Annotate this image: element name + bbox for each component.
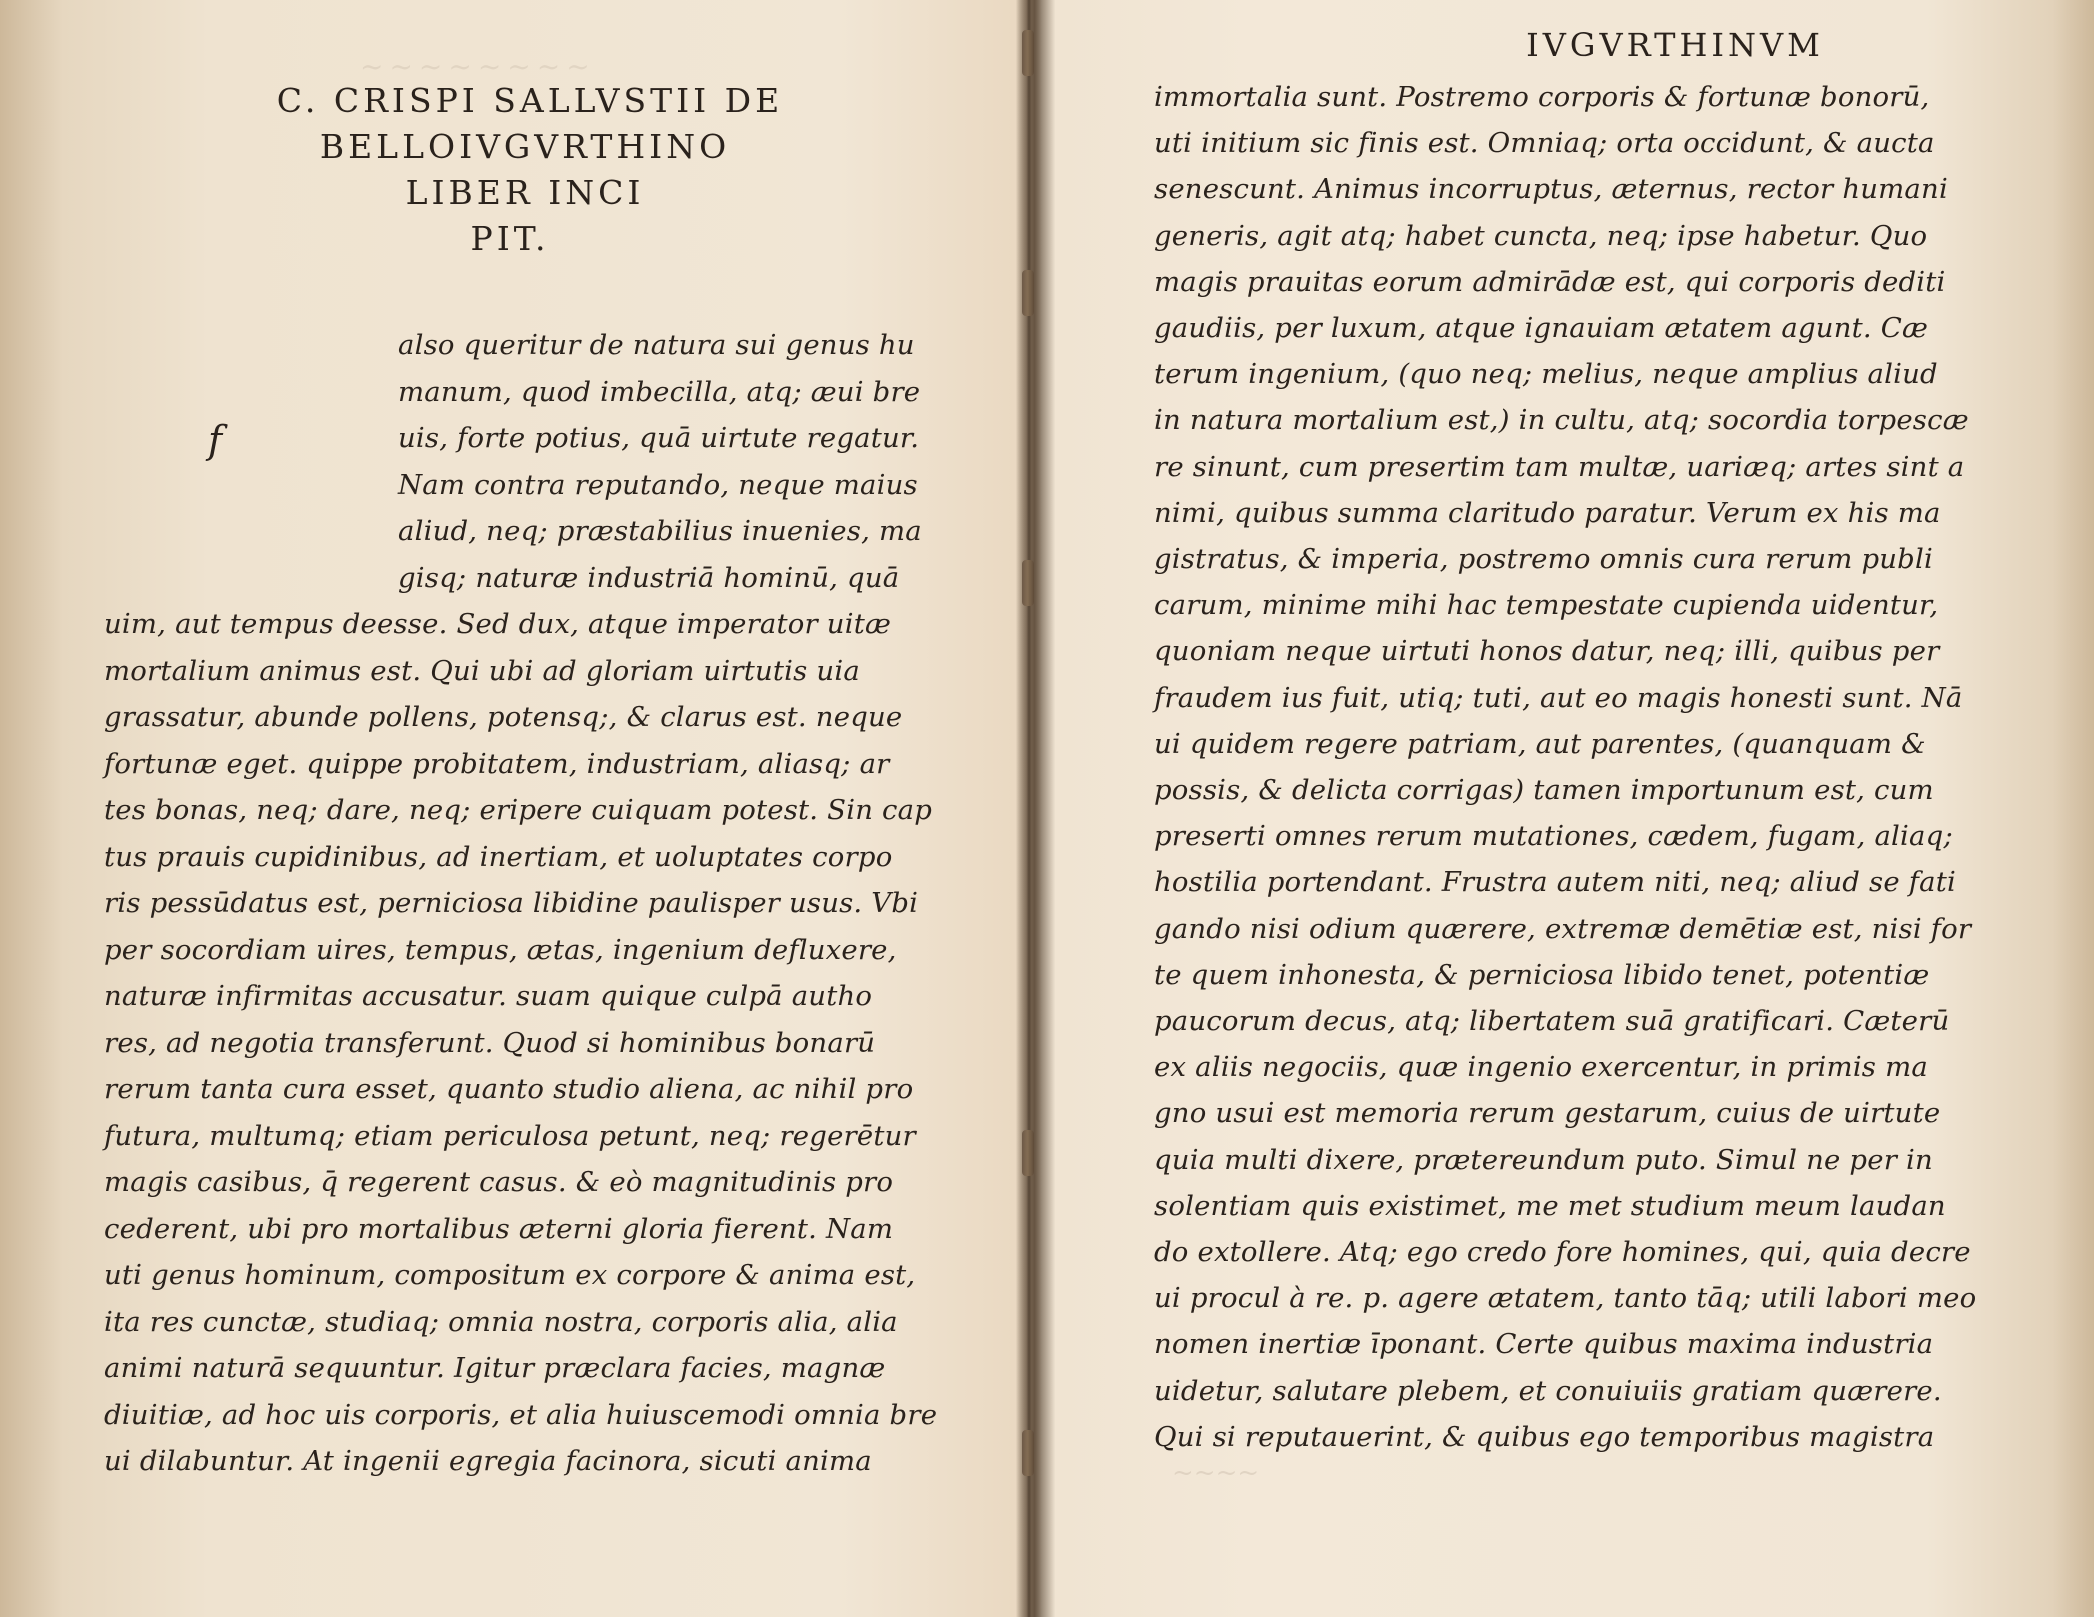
text-line: gisq; naturæ industriā hominū, quā [398, 561, 900, 594]
running-head-text: IVGVRTHINVM [1526, 26, 1824, 64]
text-line: per socordiam uires, tempus, ætas, ingenium defluxere, [104, 933, 897, 966]
text-line: carum, minime mihi hac tempestate cupienda uidentur, [1154, 589, 1939, 622]
title-line: C. CRISPI SALLVSTII DE [276, 81, 784, 120]
text-line: uti genus hominum, compositum ex corpore & anima est, [104, 1259, 916, 1291]
text-line: immortalia sunt. Postremo corporis & fortunæ bonorū, [1154, 81, 1930, 113]
text-line: uti initium sic finis est. Omniaq; orta occidunt, & aucta [1154, 127, 1935, 160]
binding-thread [1022, 30, 1034, 76]
text-line: solentiam quis existimet, me met studium meum laudan [1154, 1189, 1946, 1222]
text-line: cederent, ubi pro mortalibus æterni gloria fierent. Nam [104, 1212, 894, 1245]
binding-thread [1022, 1430, 1034, 1476]
text-line: nimi, quibus summa claritudo paratur. Verum ex his ma [1154, 496, 1941, 529]
title-line: LIBER INCI [405, 173, 645, 212]
text-line: senescunt. Animus incorruptus, æternus, rector humani [1154, 173, 1948, 206]
text-line: ui quidem regere patriam, aut parentes, (quanquam & [1154, 727, 1926, 760]
text-line: ex aliis negociis, quæ ingenio exercentur, in primis ma [1154, 1051, 1928, 1084]
text-line: magis prauitas eorum admirādæ est, qui corporis dediti [1154, 265, 1946, 298]
text-line: ris pessūdatus est, perniciosa libidine paulisper usus. Vbi [104, 887, 919, 919]
binding-thread [1022, 270, 1034, 316]
text-line: grassatur, abunde pollens, potensq;, & clarus est. neque [104, 701, 903, 733]
left-page [90, 0, 938, 1617]
text-line: gistratus, & imperia, postremo omnis cura rerum publi [1154, 543, 1933, 576]
text-line: manum, quod imbecilla, atq; æui bre [398, 375, 921, 408]
text-line: nomen inertiæ īponant. Certe quibus maxima industria [1154, 1328, 1934, 1361]
text-line: Nam contra reputando, neque maius [398, 468, 918, 501]
text-line: re sinunt, cum presertim tam multæ, uariæq; artes sint a [1154, 450, 1965, 483]
text-line: res, ad negotia transferunt. Quod si hominibus bonarū [104, 1026, 876, 1059]
text-line: futura, multumq; etiam periculosa petunt, neq; regerētur [104, 1119, 916, 1152]
running-head [1140, 26, 1990, 64]
text-line: also queritur de natura sui genus hu [398, 329, 915, 361]
text-line: ita res cunctæ, studiaq; omnia nostra, corporis alia, alia [104, 1305, 898, 1338]
text-line: Qui si reputauerint, & quibus ego temporibus magistra [1154, 1420, 1935, 1453]
show-through-ink: ~~~~ [1172, 1458, 1260, 1488]
text-line: animi naturā sequuntur. Igitur præclara facies, magnæ [104, 1352, 886, 1384]
book-gutter [1016, 0, 1042, 1617]
text-line: gando nisi odium quærere, extremæ demētiæ est, nisi for [1154, 912, 1972, 945]
title-line: BELLOIVGVRTHINO [319, 127, 731, 166]
text-line: tes bonas, neq; dare, neq; eripere cuiquam potest. Sin cap [104, 794, 933, 826]
title-line: PIT. [470, 219, 550, 258]
text-line: uis, forte potius, quā uirtute regatur. [398, 422, 920, 454]
text-line: gno usui est memoria rerum gestarum, cuius de uirtute [1154, 1097, 1941, 1130]
text-line: terum ingenium, (quo neq; melius, neque amplius aliud [1154, 358, 1938, 391]
incipit-title [90, 78, 930, 262]
text-line: ui procul à re. p. agere ætatem, tanto tāq; utili labori meo [1154, 1282, 1977, 1315]
text-line: naturæ infirmitas accusatur. suam quique culpā autho [104, 980, 873, 1012]
text-line: ui dilabuntur. At ingenii egregia facinora, sicuti anima [104, 1445, 872, 1477]
text-line: mortalium animus est. Qui ubi ad gloriam uirtutis uia [104, 654, 860, 687]
text-line: uidetur, salutare plebem, et conuiuiis gratiam quærere. [1154, 1374, 1942, 1407]
text-line: do extollere. Atq; ego credo fore homines, qui, quia decre [1154, 1236, 1971, 1269]
text-line: in natura mortalium est,) in cultu, atq; socordia torpescæ [1154, 404, 1969, 437]
text-line: fortunæ eget. quippe probitatem, industriam, aliasq; ar [104, 747, 890, 780]
text-line: hostilia portendant. Frustra autem niti, neq; aliud se fati [1154, 866, 1956, 899]
text-line: rerum tanta cura esset, quanto studio aliena, ac nihil pro [104, 1073, 914, 1105]
text-line: fraudem ius fuit, utiq; tuti, aut eo magis honesti sunt. Nā [1154, 681, 1963, 714]
binding-thread [1022, 560, 1034, 606]
show-through-ink: ~~~~~~~~ [360, 50, 596, 83]
indented-text-block [398, 322, 928, 601]
guide-letter: f [208, 418, 223, 462]
text-line: aliud, neq; præstabilius inuenies, ma [398, 515, 922, 547]
binding-thread [1022, 1130, 1034, 1176]
text-line: gaudiis, per luxum, atque ignauiam ætatem agunt. Cæ [1154, 312, 1929, 345]
right-page [1140, 0, 1990, 1617]
body-text-block [1154, 74, 1984, 1460]
body-text-block [104, 601, 938, 1485]
text-line: uim, aut tempus deesse. Sed dux, atque imperator uitæ [104, 608, 892, 640]
text-line: quoniam neque uirtuti honos datur, neq; illi, quibus per [1154, 635, 1940, 668]
text-line: magis casibus, q̄ regerent casus. & eò magnitudinis pro [104, 1166, 894, 1198]
text-line: possis, & delicta corrigas) tamen importunum est, cum [1154, 774, 1934, 807]
text-line: paucorum decus, atq; libertatem suā gratificari. Cæterū [1154, 1005, 1950, 1038]
text-line: quia multi dixere, prætereundum puto. Simul ne per in [1154, 1143, 1933, 1176]
text-line: preserti omnes rerum mutationes, cædem, fugam, aliaq; [1154, 820, 1953, 853]
text-line: te quem inhonesta, & perniciosa libido tenet, potentiæ [1154, 958, 1930, 991]
text-line: generis, agit atq; habet cuncta, neq; ipse habetur. Quo [1154, 219, 1928, 252]
text-line: tus prauis cupidinibus, ad inertiam, et uoluptates corpo [104, 840, 893, 873]
text-line: diuitiæ, ad hoc uis corporis, et alia huiuscemodi omnia bre [104, 1398, 938, 1431]
